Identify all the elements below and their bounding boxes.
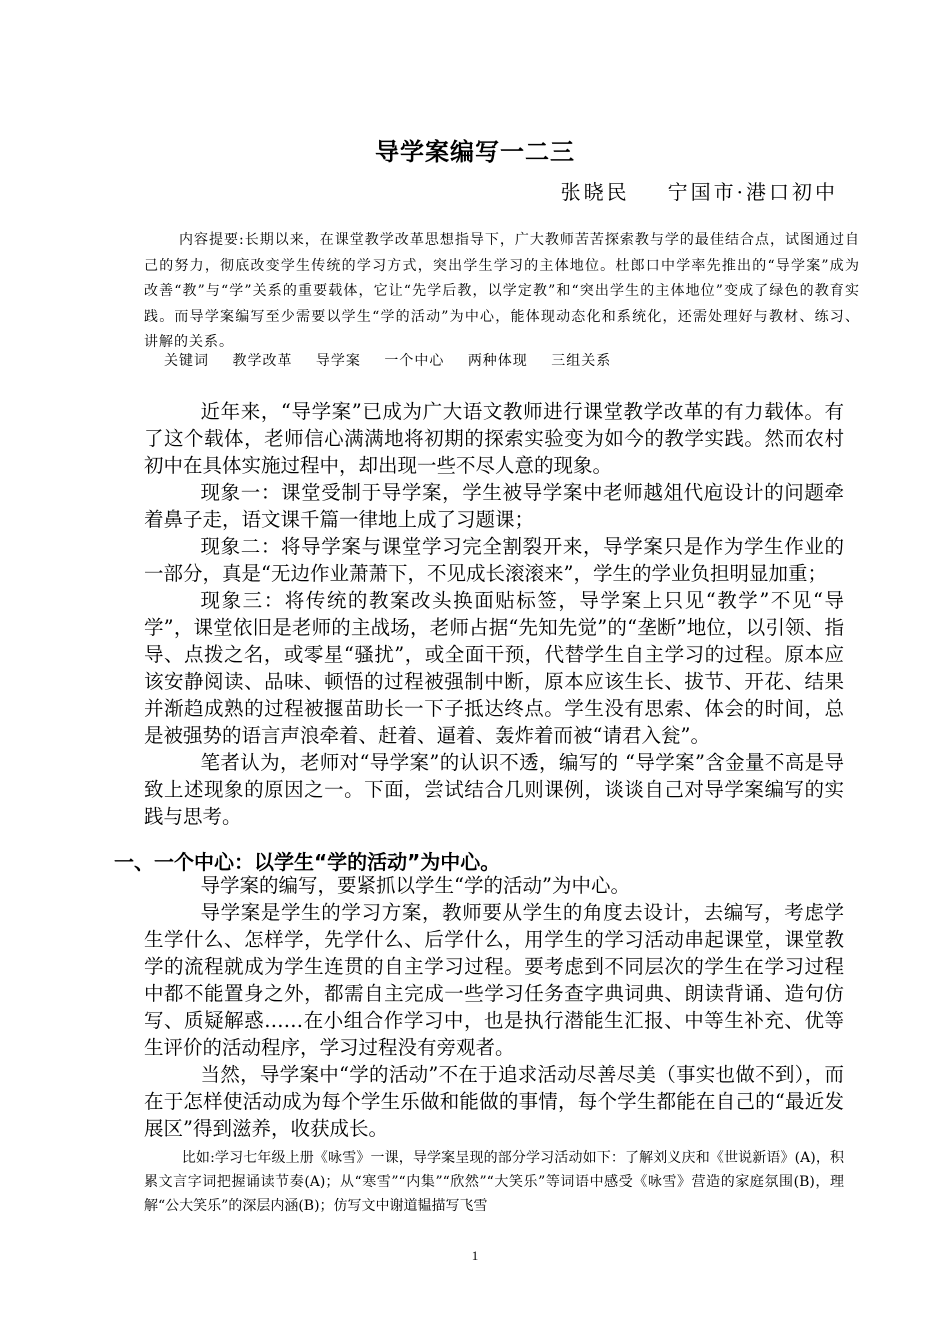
keywords-line: [164, 350, 629, 370]
keywords-label: 关键词: [164, 353, 209, 369]
body-paragraph: 导学案的编写，要紧抓以学生“学的活动”为中心。: [200, 874, 630, 897]
intro-body: [144, 398, 844, 830]
keyword: 教学改革: [232, 353, 293, 369]
author-line: [561, 176, 838, 205]
body-paragraph: 现象三：将传统的教案改头换面贴标签，导学案上只见“教学”不见“导学”，课堂依旧是老师的主战场，老师占据“先知先觉”的“垄断”地位，以引领、指导、点拨之名，或零星“骚扰”，或全面干预，代替学生自主学习的过程。原本应该安静阅读、品味、顿悟的过程被强制中断，原本应该生长、拔节、开花、结果并渐趋成熟的过程被揠苗助长一下子抵达终点。学生没有思索、体会的时间，总是被强势的语言声浪牵着、赶着、逼着、轰炸着而被“请君入瓮”。: [144, 589, 844, 747]
abstract-paragraph: 内容提要:长期以来，在课堂教学改革思想指导下，广大教师苦苦探索教与学的最佳结合点，试图通过自己的努力，彻底改变学生传统的学习方式，突出学生学习的主体地位。杜郎口中学率先推出的“导学案”成为改善“教”与“学”关系的重要载体，它让“先学后教，以学定教”和“突出学生的主体地位”变成了绿色的教育实践。而导学案编写至少需要以学生“学的活动”为中心，能体现动态化和系统化，还需处理好与教材、练习、讲解的关系。: [144, 232, 860, 350]
document-title: 导学案编写一二三: [375, 138, 575, 166]
section-body: [144, 872, 844, 1142]
keyword: 三组关系: [551, 353, 612, 369]
keyword: 导学案: [315, 353, 361, 369]
body-paragraph: 当然，导学案中“学的活动”不在于追求活动尽善尽美（事实也做不到），而在于怎样使活动成为每个学生乐做和能做的事情，每个学生都能在自己的“最近发展区”得到滋养，收获成长。: [144, 1063, 844, 1140]
author-affiliation: 宁国市·港口初中: [667, 180, 838, 204]
keyword: 两种体现: [467, 353, 528, 369]
body-paragraph: 近年来，“导学案”已成为广大语文教师进行课堂教学改革的有力载体。有了这个载体，老师信心满满地将初期的探索实验变为如今的教学实践。然而农村初中在具体实施过程中，却出现一些不尽人意的现象。: [144, 400, 844, 477]
body-paragraph: 导学案是学生的学习方案，教师要从学生的角度去设计，去编写，考虑学生学什么、怎样学，先学什么、后学什么，用学生的学习活动串起课堂，课堂教学的流程就成为学生连贯的自主学习过程。要考虑到不同层次的学生在学习过程中都不能置身之外，都需自主完成一些学习任务查字典词典、朗读背诵、造句仿写、质疑解惑……在小组合作学习中，也是执行潜能生汇报、中等生补充、优等生评价的活动程序，学习过程没有旁观者。: [144, 901, 844, 1059]
example-paragraph: 比如:学习七年级上册《咏雪》一课，导学案呈现的部分学习活动如下：了解刘义庆和《世说新语》(A)，积累文言字词把握诵读节奏(A)；从“寒雪”“内集”“欣然”“大笑乐”等词语中感受《咏雪》营造的家庭氛围(B)，理解“公大笑乐”的深层内涵(B)；仿写文中谢道韫描写飞雪: [144, 1150, 844, 1214]
section-heading: 一、一个中心：以学生“学的活动”为中心。: [114, 850, 501, 874]
body-paragraph: 现象一：课堂受制于导学案，学生被导学案中老师越俎代庖设计的问题牵着鼻子走，语文课千篇一律地上成了习题课；: [144, 481, 844, 531]
page-number: 1: [471, 1248, 479, 1263]
keyword: 一个中心: [384, 353, 445, 369]
author-name: 张晓民: [560, 180, 630, 204]
body-paragraph: 笔者认为，老师对“导学案”的认识不透，编写的 “导学案”含金量不高是导致上述现象的原因之一。下面，尝试结合几则课例，谈谈自己对导学案编写的实践与思考。: [144, 751, 844, 828]
body-paragraph: 现象二：将导学案与课堂学习完全割裂开来，导学案只是作为学生作业的一部分，真是“无边作业萧萧下，不见成长滚滚来”，学生的学业负担明显加重；: [144, 535, 844, 585]
abstract: [144, 228, 860, 356]
